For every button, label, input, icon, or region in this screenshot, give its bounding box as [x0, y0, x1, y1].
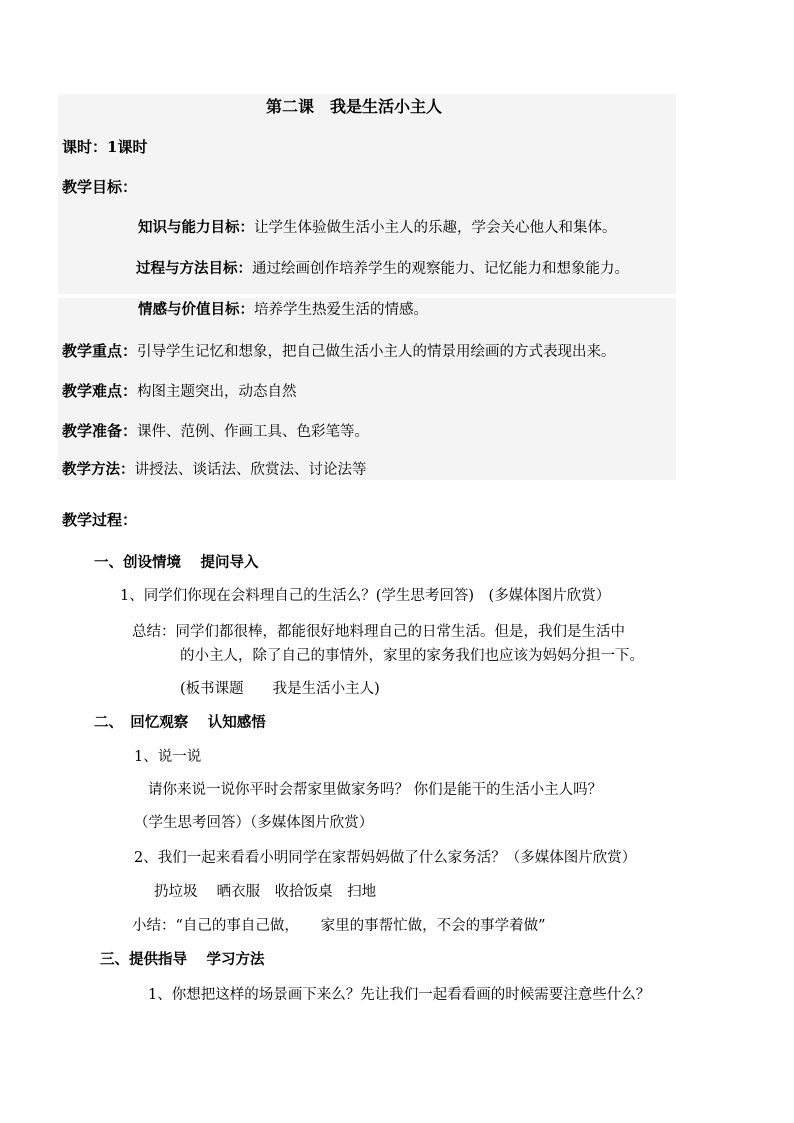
objective-emotion [138, 300, 428, 320]
section2-ask: 请你来说一说你平时会帮家里做家务吗？ 你们是能干的生活小主人吗？ [148, 782, 603, 798]
objective-emotion-text: 培养学生热爱生活的情感。 [254, 302, 428, 318]
objective-process-label: 过程与方法目标： [136, 260, 252, 277]
method-row [62, 460, 367, 480]
preparation-label: 教学准备： [62, 422, 138, 440]
difficulty-text: 构图主题突出，动态自然 [137, 384, 297, 400]
section3-heading: 三、提供指导 学习方法 [100, 951, 265, 968]
objective-knowledge [138, 218, 617, 238]
difficulty-row [62, 381, 297, 402]
preparation-row [62, 421, 369, 442]
section2-heading: 二、 回忆观察 认知感悟 [94, 714, 266, 731]
section1-question: 1、同学们你现在会料理自己的生活么？(学生思考回答) (多媒体图片欣赏） [120, 588, 611, 604]
period-value: 1课时 [107, 138, 148, 156]
method-text: 讲授法、谈话法、欣赏法、讨论法等 [134, 462, 367, 478]
section2-answer: （学生思考回答）（多媒体图片欣赏） [134, 815, 374, 831]
period-row [62, 137, 147, 157]
process-heading: 教学过程： [62, 511, 138, 529]
section1-board: (板书课题 我是生活小主人) [180, 681, 380, 697]
section2-conclusion: 小结：“自己的事自己做， 家里的事帮忙做，不会的事学着做” [132, 918, 546, 934]
key-point-text: 引导学生记忆和想象，把自己做生活小主人的情景用绘画的方式表现出来。 [137, 344, 616, 360]
section2-item2: 2、我们一起来看看小明同学在家帮妈妈做了什么家务活？（多媒体图片欣赏） [134, 850, 637, 866]
objectives-heading: 教学目标： [62, 178, 138, 196]
key-point-label: 教学重点： [62, 342, 138, 360]
section2-chores: 扔垃圾 晒衣服 收拾饭桌 扫地 [154, 884, 377, 900]
section1-heading: 一、创设情境 提问导入 [94, 554, 259, 571]
section2-item1: 1、说一说 [134, 749, 202, 765]
objective-process [136, 259, 629, 279]
preparation-text: 课件、范例、作画工具、色彩笔等。 [137, 424, 370, 440]
method-label: 教学方法： [62, 461, 135, 478]
section3-item1: 1、你想把这样的场景画下来么？先让我们一起看看画的时候需要注意些什么？ [148, 987, 651, 1003]
difficulty-label: 教学难点： [62, 382, 138, 400]
section1-summary-line2: 的小主人，除了自己的事情外，家里的家务我们也应该为妈妈分担一下。 [180, 648, 644, 664]
objective-emotion-label: 情感与价值目标： [138, 301, 254, 318]
page-title: 第二课 我是生活小主人 [266, 97, 443, 116]
objective-knowledge-text: 让学生体验做生活小主人的乐趣，学会关心他人和集体。 [254, 220, 617, 236]
objective-knowledge-label: 知识与能力目标： [138, 219, 254, 236]
key-point-row [62, 341, 616, 362]
section1-summary-line1: 总结：同学们都很棒，都能很好地料理自己的日常生活。但是，我们是生活中 [132, 624, 625, 640]
objective-process-text: 通过绘画创作培养学生的观察能力、记忆能力和想象能力。 [252, 261, 629, 277]
period-label: 课时： [62, 138, 108, 156]
